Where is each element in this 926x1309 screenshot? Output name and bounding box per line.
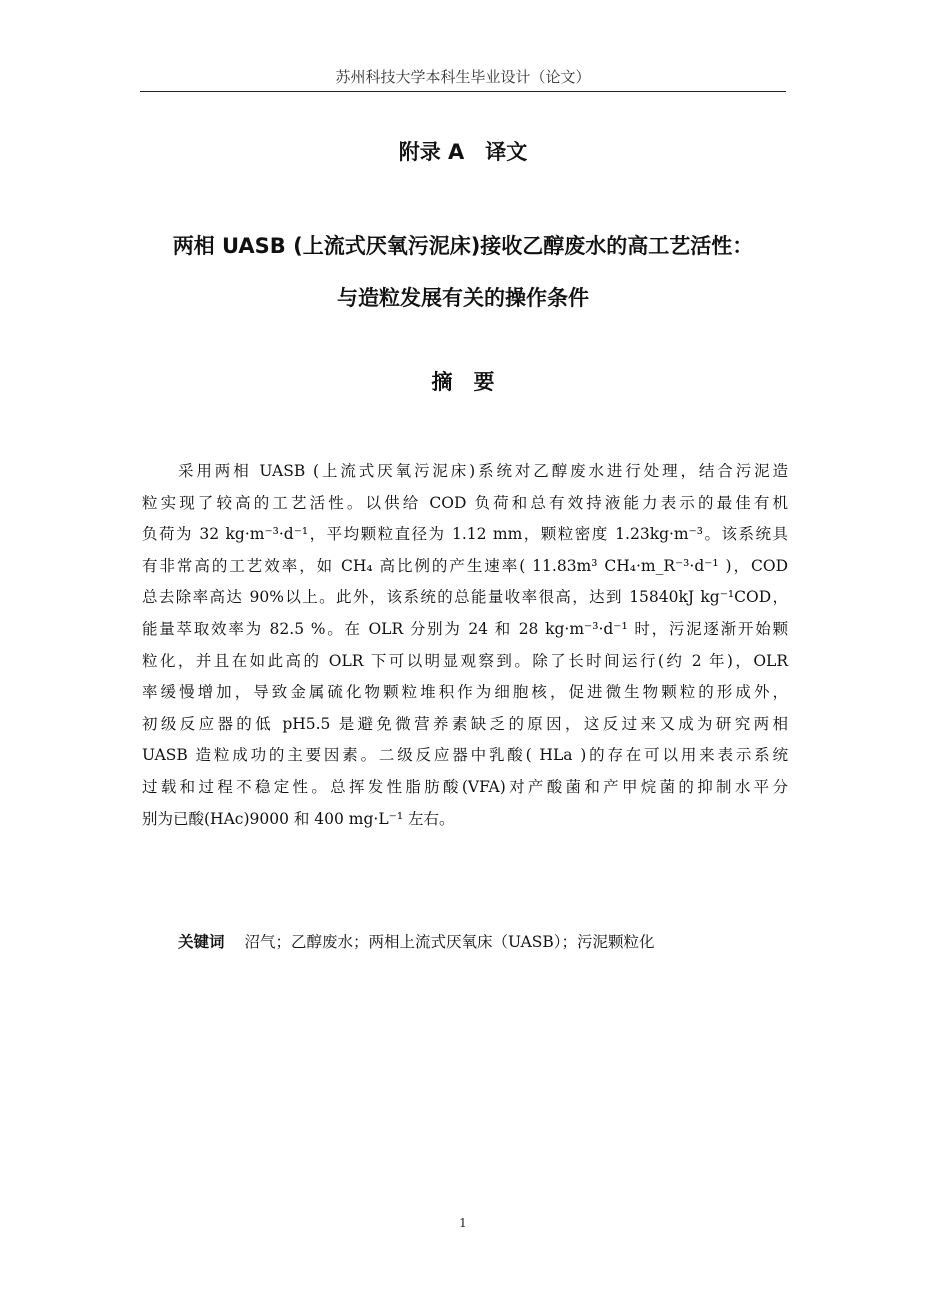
abstract-line: 率缓慢增加，导致金属硫化物颗粒堆积作为细胞核，促进微生物颗粒的形成外， <box>142 683 788 702</box>
abstract-line: 负荷为 32 kg·m⁻³·d⁻¹，平均颗粒直径为 1.12 mm，颗粒密度 1.23kg·m⁻³。该系统具 <box>142 525 788 544</box>
abstract-line: 采用两相 UASB (上流式厌氧污泥床)系统对乙醇废水进行处理，结合污泥造 <box>178 462 788 480</box>
abstract-line: 总去除率高达 90%以上。此外，该系统的总能量收率很高，达到 15840kJ kg⁻¹COD， <box>142 588 788 607</box>
running-header: 苏州科技大学本科生毕业设计（论文） <box>335 68 591 86</box>
page-number: 1 <box>459 1216 467 1230</box>
abstract-heading: 摘 要 <box>431 370 495 394</box>
paper-title-line: 与造粒发展有关的操作条件 <box>337 286 589 310</box>
abstract-line: UASB 造粒成功的主要因素。二级反应器中乳酸( HLa )的存在可以用来表示系统 <box>142 746 788 765</box>
paper-title-line: 两相 UASB (上流式厌氧污泥床)接收乙醇废水的高工艺活性： <box>172 234 754 258</box>
abstract-line: 过载和过程不稳定性。总挥发性脂肪酸(VFA)对产酸菌和产甲烷菌的抑制水平分 <box>142 777 788 796</box>
keywords-label: 关键词 <box>178 933 225 951</box>
paper-title <box>120 220 806 324</box>
abstract-line: 粒化，并且在如此高的 OLR 下可以明显观察到。除了长时间运行(约 2 年)，OLR <box>142 651 788 670</box>
keywords-text: 沼气；乙醇废水；两相上流式厌氧床（UASB）；污泥颗粒化 <box>244 933 655 951</box>
abstract-body <box>142 456 788 835</box>
abstract-line: 有非常高的工艺效率，如 CH₄ 高比例的产生速率( 11.83m³ CH₄·m_R⁻³·d⁻¹ )，COD <box>142 556 788 575</box>
abstract-line: 初级反应器的低 pH5.5 是避免微营养素缺乏的原因，这反过来又成为研究两相 <box>142 714 788 733</box>
appendix-title: 附录 A 译文 <box>398 140 528 164</box>
keywords <box>178 930 655 952</box>
abstract-line: 粒实现了较高的工艺活性。以供给 COD 负荷和总有效持液能力表示的最佳有机 <box>142 493 788 512</box>
header-rule <box>140 91 786 92</box>
abstract-line: 别为已酸(HAc)9000 和 400 mg·L⁻¹ 左右。 <box>142 809 455 828</box>
abstract-line: 能量萃取效率为 82.5 %。在 OLR 分别为 24 和 28 kg·m⁻³·d⁻¹ 时，污泥逐渐开始颗 <box>142 619 788 638</box>
